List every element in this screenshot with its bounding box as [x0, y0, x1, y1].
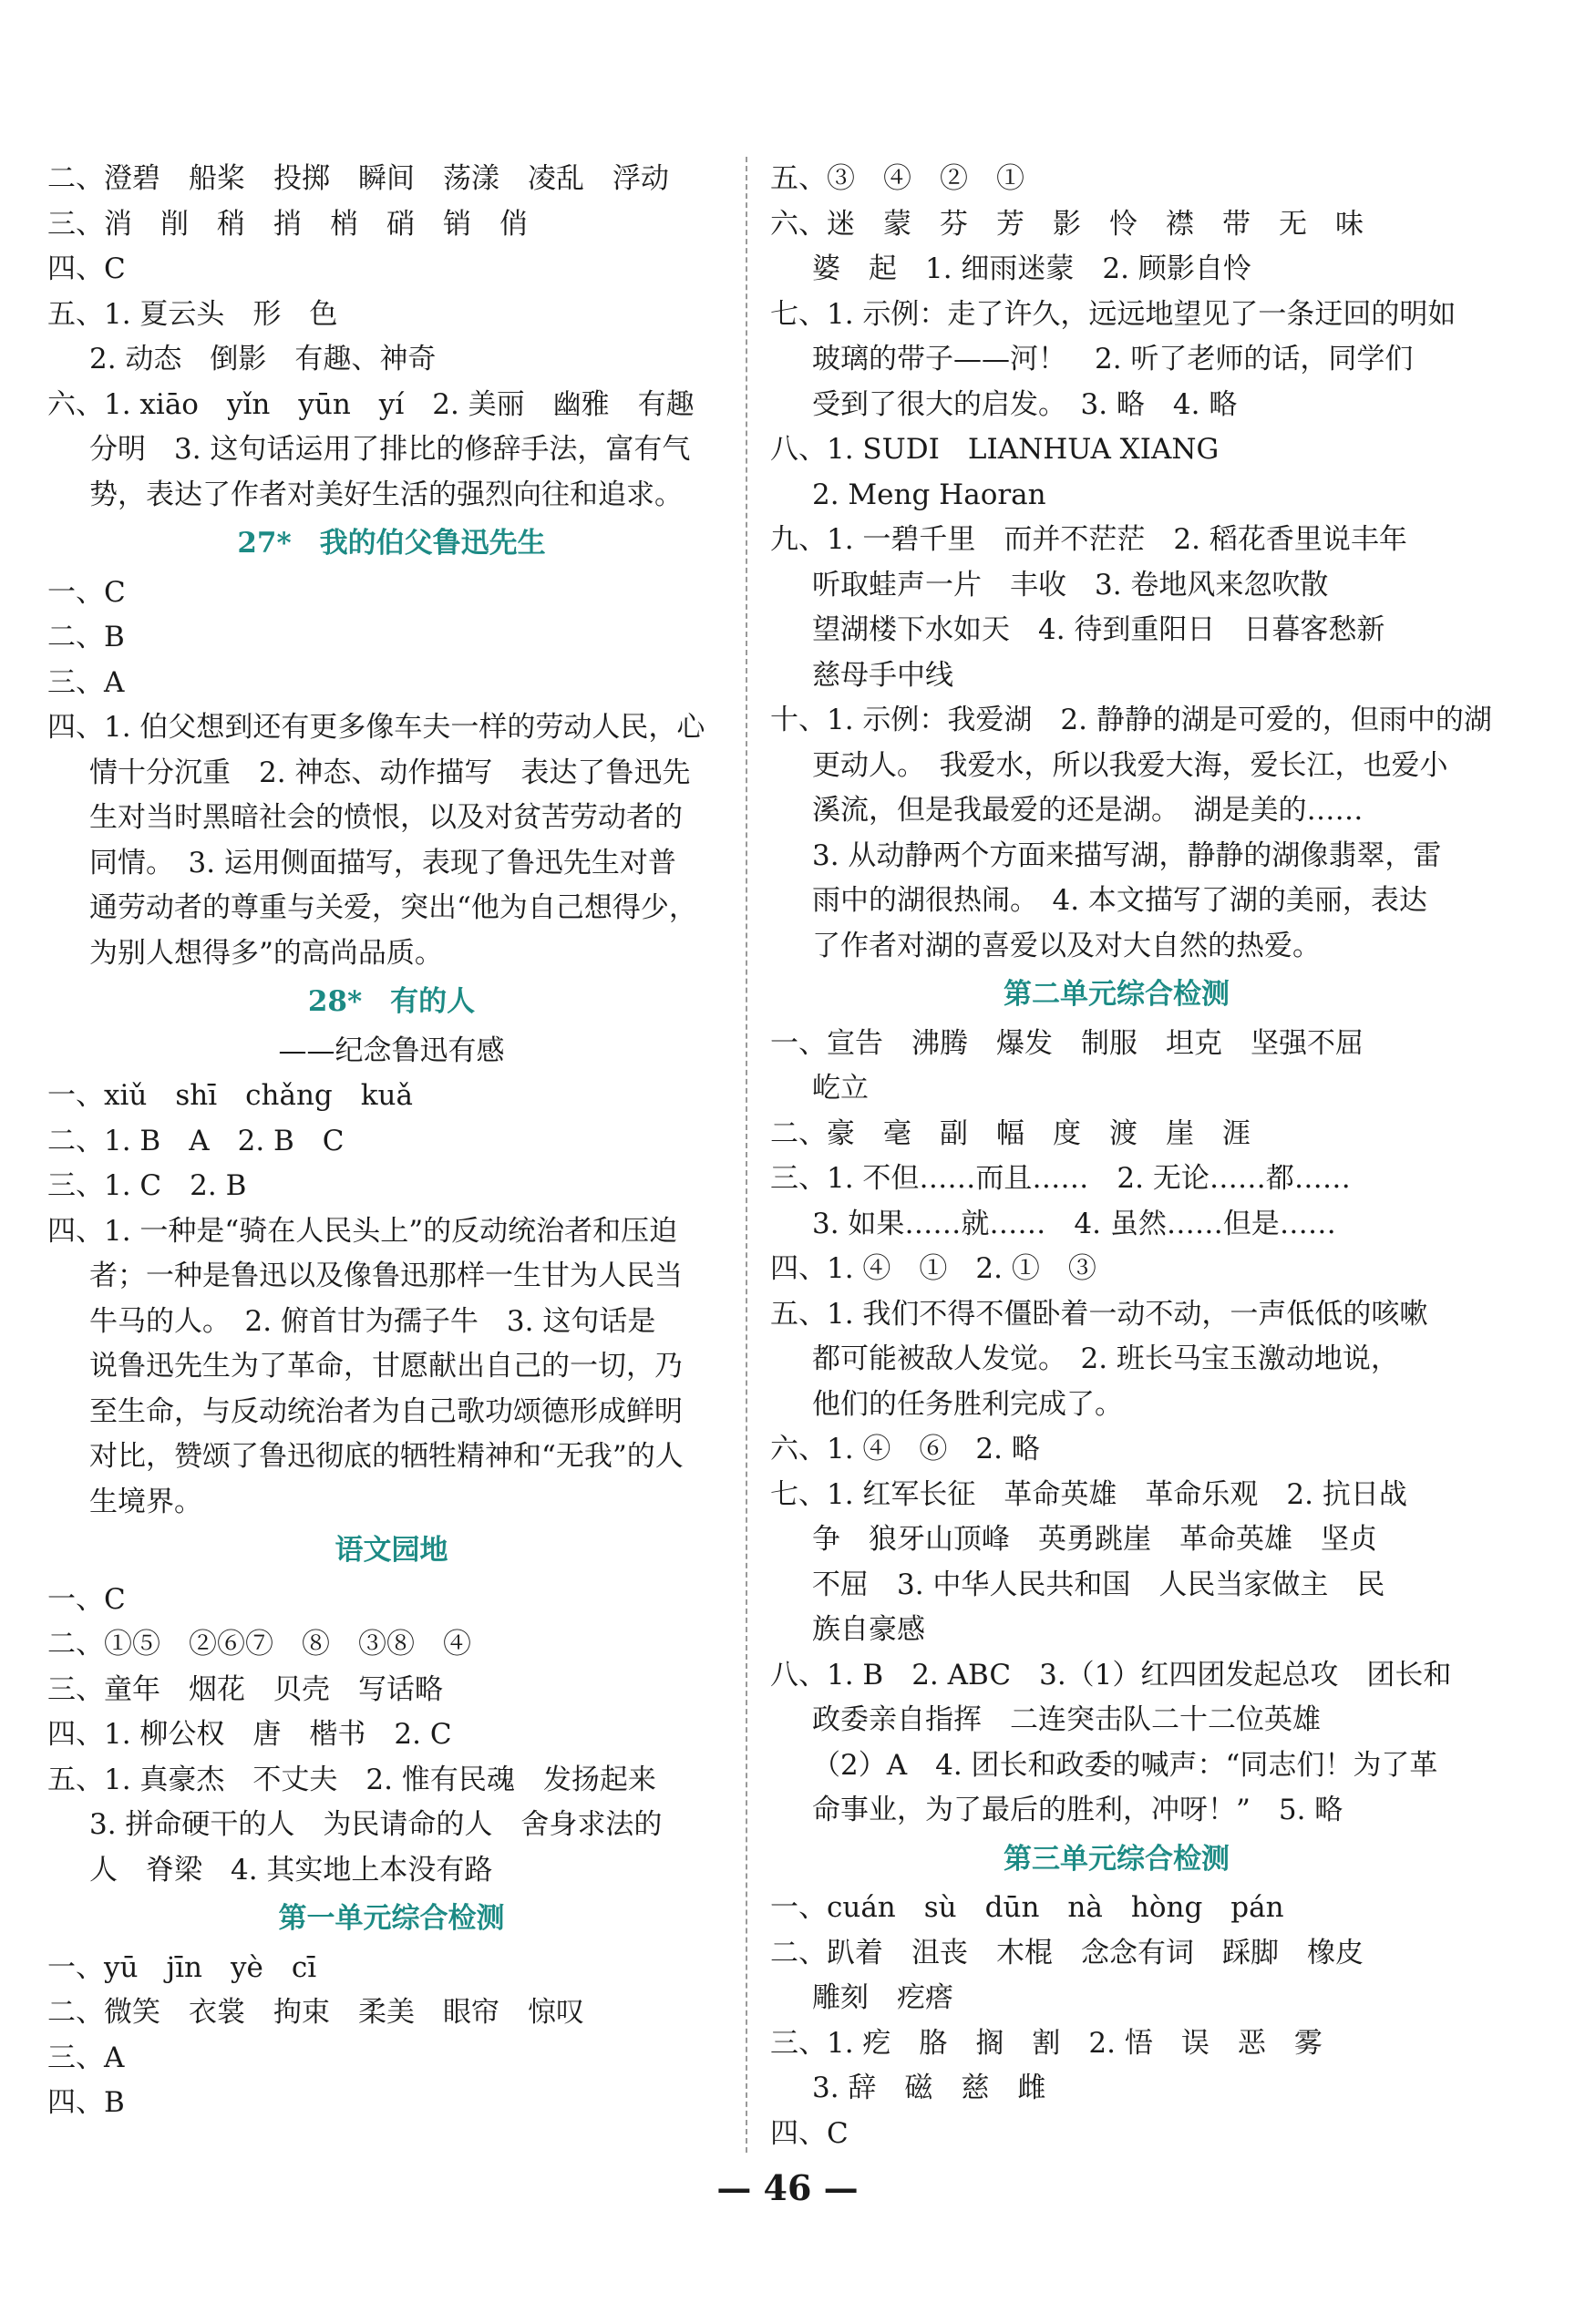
section-title: 27* 我的伯父鲁迅先生 — [237, 527, 546, 560]
answer-line: 五、1. 真豪杰 不丈夫 2. 惟有民魂 发扬起来 — [47, 1763, 656, 1796]
answer-line: 2. Meng Haoran — [812, 478, 1046, 511]
answer-line: 雨中的湖很热闹。 4. 本文描写了湖的美丽，表达 — [812, 884, 1427, 917]
answer-line: 三、消 削 稍 捎 梢 硝 销 俏 — [47, 207, 528, 241]
answer-line: 二、澄碧 船桨 投掷 瞬间 荡漾 凌乱 浮动 — [47, 162, 669, 195]
answer-line: 了作者对湖的喜爱以及对大自然的热爱。 — [812, 929, 1321, 962]
answer-line: 三、1. C 2. B — [47, 1169, 247, 1202]
answer-line: 二、B — [47, 621, 125, 653]
section-subtitle: ——纪念鲁迅有感 — [278, 1033, 505, 1067]
answer-line: 四、C — [770, 2116, 849, 2150]
answer-line: 四、1. 伯父想到还有更多像车夫一样的劳动人民，心 — [47, 711, 705, 744]
section-title: 第一单元综合检测 — [278, 1902, 505, 1935]
section-title: 语文园地 — [335, 1534, 448, 1567]
answer-line: 3. 从动静两个方面来描写湖，静静的湖像翡翠，雷 — [812, 838, 1442, 872]
answer-line: 一、yū jīn yè cī — [47, 1950, 317, 1984]
answer-line: 族自豪感 — [812, 1613, 925, 1646]
answer-line: 六、1. xiāo yǐn yūn yí 2. 美丽 幽雅 有趣 — [47, 387, 695, 421]
answer-line: 一、cuán sù dūn nà hòng pán — [770, 1891, 1284, 1924]
answer-line: 争 狼牙山顶峰 英勇跳崖 革命英雄 坚贞 — [812, 1523, 1377, 1556]
answer-line: 望湖楼下水如天 4. 待到重阳日 日暮客愁新 — [812, 613, 1385, 646]
answer-line: 都可能被敌人发觉。 2. 班长马宝玉激动地说， — [812, 1342, 1399, 1375]
answer-line: 溪流，但是我最爱的还是湖。 湖是美的…… — [812, 794, 1364, 827]
answer-line: 受到了很大的启发。 3. 略 4. 略 — [812, 387, 1238, 421]
answer-line: 通劳动者的尊重与关爱，突出“他为自己想得少， — [89, 891, 697, 924]
section-title: 28* 有的人 — [307, 985, 476, 1018]
answer-line: 者；一种是鲁迅以及像鲁迅那样一生甘为人民当 — [89, 1260, 683, 1292]
answer-line: 势，表达了作者对美好生活的强烈向往和追求。 — [89, 478, 683, 511]
answer-line: 四、1. ④ ① 2. ① ③ — [770, 1252, 1096, 1285]
answer-line: 人 脊梁 4. 其实地上本没有路 — [89, 1853, 493, 1887]
answer-line: 一、C — [47, 575, 126, 609]
answer-line: 雕刻 疙瘩 — [812, 1981, 953, 2014]
answer-line: 十、1. 示例：我爱湖 2. 静静的湖是可爱的，但雨中的湖 — [770, 704, 1492, 736]
answer-line: 3. 辞 磁 慈 雌 — [812, 2072, 1046, 2104]
answer-line: 生对当时黑暗社会的愤恨，以及对贫苦劳动者的 — [89, 801, 683, 834]
answer-line: 五、1. 我们不得不僵卧着一动不动，一声低低的咳嗽 — [770, 1297, 1428, 1331]
answer-line: 三、1. 不但……而且…… 2. 无论……都…… — [770, 1162, 1351, 1195]
answer-line: 六、迷 蒙 芬 芳 影 怜 襟 带 无 味 — [770, 207, 1364, 241]
answer-line: 一、xiǔ shī chǎng kuǎ — [47, 1079, 414, 1112]
answer-line: 屹立 — [812, 1072, 869, 1105]
answer-line: 三、童年 烟花 贝壳 写话略 — [47, 1672, 443, 1706]
answer-line: 二、豪 毫 副 幅 度 渡 崖 涯 — [770, 1116, 1251, 1150]
answer-line: 生境界。 — [89, 1485, 202, 1518]
answer-line: 情十分沉重 2. 神态、动作描写 表达了鲁迅先 — [89, 756, 691, 789]
answer-line: 三、A — [47, 2041, 125, 2074]
answer-line: 一、宣告 沸腾 爆发 制服 坦克 坚强不屈 — [770, 1026, 1364, 1060]
right-answer-column — [770, 157, 1492, 2156]
answer-line: 五、1. 夏云头 形 色 — [47, 297, 338, 331]
answer-line: 四、C — [47, 252, 126, 285]
left-answer-column — [47, 157, 736, 2126]
section-title: 第二单元综合检测 — [1004, 978, 1230, 1011]
answer-line: 七、1. 红军长征 革命英雄 革命乐观 2. 抗日战 — [770, 1477, 1407, 1511]
answer-line: 三、1. 疙 胳 搁 割 2. 悟 误 恶 雾 — [770, 2026, 1323, 2060]
answer-line: 听取蛙声一片 丰收 3. 卷地风来忽吹散 — [812, 568, 1329, 602]
answer-line: 同情。 3. 运用侧面描写，表现了鲁迅先生对普 — [89, 846, 676, 879]
answer-line: 不屈 3. 中华人民共和国 人民当家做主 民 — [812, 1568, 1385, 1601]
answer-line: 四、1. 柳公权 唐 楷书 2. C — [47, 1718, 452, 1751]
answer-line: 四、B — [47, 2086, 125, 2119]
answer-line: 政委亲自指挥 二连突击队二十二位英雄 — [812, 1703, 1321, 1736]
answer-line: 牛马的人。 2. 俯首甘为孺子牛 3. 这句话是 — [89, 1304, 656, 1338]
answer-line: 至生命，与反动统治者为自己歌功颂德形成鲜明 — [89, 1394, 683, 1428]
answer-line: 慈母手中线 — [812, 658, 953, 692]
answer-line: 二、趴着 沮丧 木棍 念念有词 踩脚 橡皮 — [770, 1936, 1364, 1969]
answer-line: 二、微笑 衣裳 拘束 柔美 眼帘 惊叹 — [47, 1996, 584, 2029]
answer-line: 对比，赞颂了鲁迅彻底的牺牲精神和“无我”的人 — [89, 1440, 684, 1473]
answer-line: 为别人想得多”的高尚品质。 — [89, 936, 443, 970]
answer-line: 3. 拼命硬干的人 为民请命的人 舍身求法的 — [89, 1808, 663, 1841]
answer-line: 他们的任务胜利完成了。 — [812, 1387, 1123, 1421]
answer-line: 三、A — [47, 665, 125, 699]
answer-line: 六、1. ④ ⑥ 2. 略 — [770, 1433, 1040, 1465]
page-number: — 46 — — [716, 2167, 859, 2208]
answer-line: 命事业，为了最后的胜利，冲呀！” 5. 略 — [812, 1794, 1343, 1826]
column-divider — [746, 157, 747, 2153]
answer-line: 八、1. SUDI LIANHUA XIANG — [770, 433, 1220, 466]
answer-line: 玻璃的带子——河！ 2. 听了老师的话，同学们 — [812, 343, 1414, 375]
answer-line: 七、1. 示例：走了许久，远远地望见了一条迂回的明如 — [770, 297, 1457, 331]
answer-line: 3. 如果……就…… 4. 虽然……但是…… — [812, 1207, 1336, 1240]
answer-line: 二、①⑤ ②⑥⑦ ⑧ ③⑧ ④ — [47, 1628, 471, 1661]
answer-line: 二、1. B A 2. B C — [47, 1124, 345, 1157]
answer-line: 五、③ ④ ② ① — [770, 162, 1024, 195]
answer-line: 2. 动态 倒影 有趣、神奇 — [89, 343, 437, 375]
answer-line: 九、1. 一碧千里 而并不茫茫 2. 稻花香里说丰年 — [770, 523, 1407, 556]
answer-line: 四、1. 一种是“骑在人民头上”的反动统治者和压迫 — [47, 1214, 678, 1248]
answer-line: 更动人。 我爱水，所以我爱大海，爱长江，也爱小 — [812, 748, 1448, 782]
answer-line: 分明 3. 这句话运用了排比的修辞手法，富有气 — [89, 433, 691, 466]
answer-line: （2）A 4. 团长和政委的喊声：“同志们！为了革 — [812, 1748, 1438, 1782]
answer-line: 婆 起 1. 细雨迷蒙 2. 顾影自怜 — [812, 252, 1251, 285]
answer-line: 一、C — [47, 1582, 126, 1616]
section-title: 第三单元综合检测 — [1004, 1842, 1230, 1876]
answer-line: 说鲁迅先生为了革命，甘愿献出自己的一切，乃 — [89, 1350, 683, 1383]
answer-line: 八、1. B 2. ABC 3.（1）红四团发起总攻 团长和 — [770, 1658, 1452, 1692]
